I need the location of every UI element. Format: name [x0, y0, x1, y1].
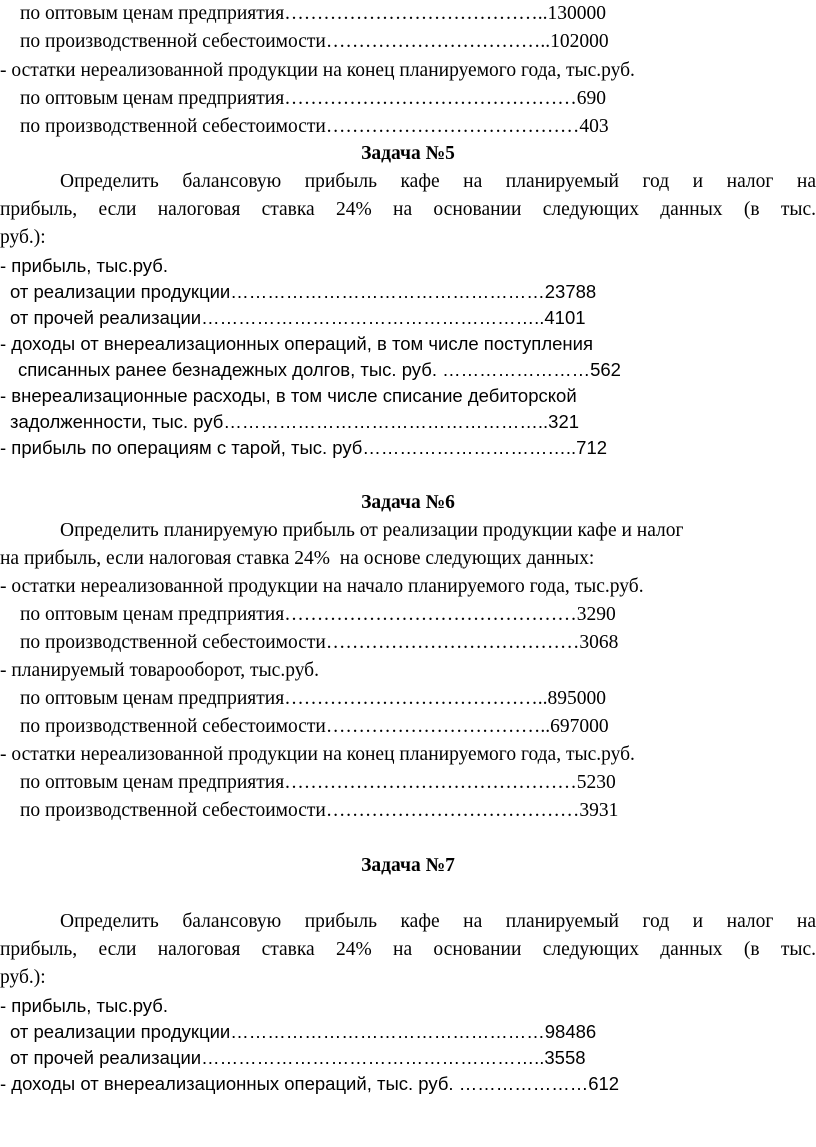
intro-line-5: по производственной себестоимости…………………………………403	[20, 116, 609, 137]
task6-line-3: по производственной себестоимости…………………………………3068	[20, 632, 619, 653]
task6-para-line-1: Определить планируемую прибыль от реализации продукции кафе и налог	[60, 520, 684, 541]
task6-para-line-2: на прибыль, если налоговая ставка 24% на основе следующих данных:	[0, 548, 595, 569]
task7-para-line-2: прибыль, если налоговая ставка 24% на основании следующих данных (в тыс.	[0, 939, 816, 960]
task6-line-1: - остатки нереализованной продукции на начало планируемого года, тыс.руб.	[0, 576, 644, 597]
intro-line-3: - остатки нереализованной продукции на конец планируемого года, тыс.руб.	[0, 60, 635, 81]
task7-para-line-3: руб.):	[0, 967, 46, 988]
task5-line-8: - прибыль по операциям с тарой, тыс. руб……………………………..712	[0, 437, 608, 458]
task6-line-8: по оптовым ценам предприятия………………………………………5230	[20, 772, 616, 793]
intro-line-2: по производственной себестоимости……………………………..102000	[20, 31, 609, 52]
task6-title: Задача №6	[361, 492, 455, 513]
intro-line-1: по оптовым ценам предприятия…………………………………..130000	[20, 3, 606, 24]
task5-line-2: от реализации продукции……………………………………………23788	[10, 281, 597, 302]
task7-line-4: - доходы от внереализационных операций, тыс. руб. …………………612	[0, 1073, 620, 1094]
task5-para-line-2: прибыль, если налоговая ставка 24% на основании следующих данных (в тыс.	[0, 199, 816, 220]
task5-line-6: - внереализационные расходы, в том числе списание дебиторской	[0, 385, 577, 406]
intro-line-4: по оптовым ценам предприятия………………………………………690	[20, 88, 606, 109]
task5-line-7: задолженности, тыс. руб……………………………………………..321	[10, 411, 580, 432]
task6-line-2: по оптовым ценам предприятия………………………………………3290	[20, 604, 616, 625]
task6-line-7: - остатки нереализованной продукции на конец планируемого года, тыс.руб.	[0, 744, 635, 765]
task7-line-3: от прочей реализации………………………………………………..3558	[10, 1047, 586, 1068]
task5-line-1: - прибыль, тыс.руб.	[0, 255, 168, 276]
task6-line-9: по производственной себестоимости…………………………………3931	[20, 800, 619, 821]
task5-para-line-3: руб.):	[0, 227, 46, 248]
task5-line-3: от прочей реализации………………………………………………..4101	[10, 307, 586, 328]
task7-para-line-1: Определить балансовую прибыль кафе на планируемый год и налог на	[60, 911, 816, 932]
task6-line-6: по производственной себестоимости……………………………..697000	[20, 716, 609, 737]
task5-line-5: списанных ранее безнадежных долгов, тыс. руб. ……………………562	[18, 359, 621, 380]
task5-para-line-1: Определить балансовую прибыль кафе на планируемый год и налог на	[60, 171, 816, 192]
task5-line-4: - доходы от внереализационных операций, в том числе поступления	[0, 333, 593, 354]
task6-line-5: по оптовым ценам предприятия…………………………………..895000	[20, 688, 606, 709]
task7-line-1: - прибыль, тыс.руб.	[0, 995, 168, 1016]
task7-title: Задача №7	[361, 855, 455, 876]
task6-line-4: - планируемый товарооборот, тыс.руб.	[0, 660, 319, 681]
task7-line-2: от реализации продукции……………………………………………98486	[10, 1021, 597, 1042]
task5-title: Задача №5	[361, 143, 455, 164]
